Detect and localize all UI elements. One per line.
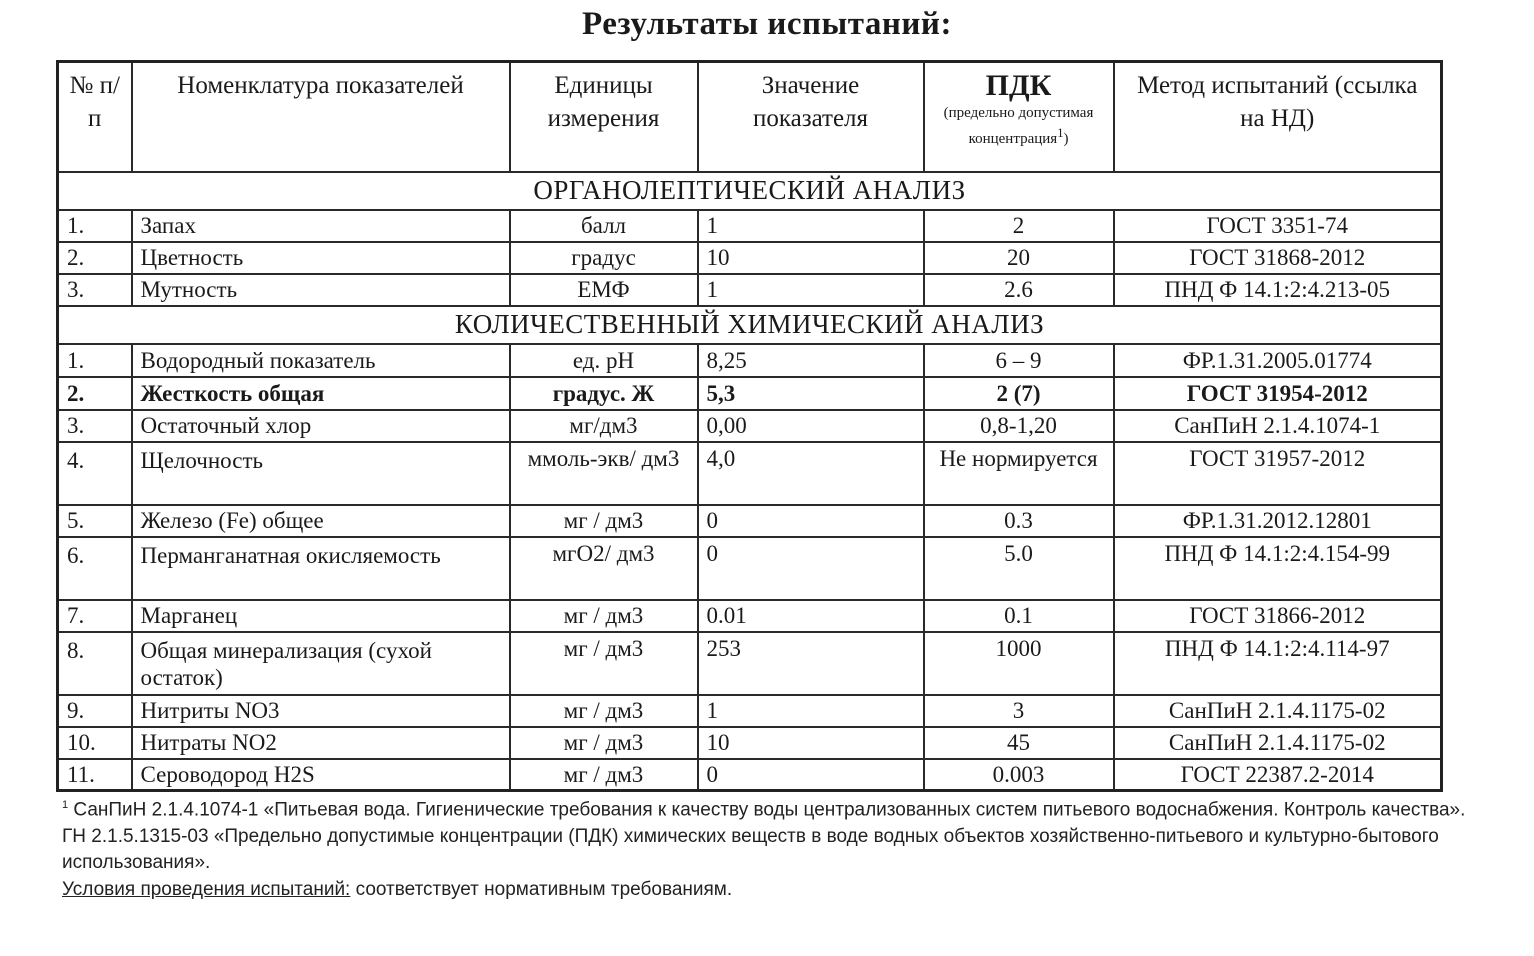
cell-unit: мгО2/ дм3 [510, 537, 698, 600]
cell-unit: мг / дм3 [510, 759, 698, 791]
cell-method: СанПиН 2.1.4.1074-1 [1114, 410, 1442, 442]
cell-method: СанПиН 2.1.4.1175-02 [1114, 727, 1442, 759]
cell-name: Сероводород H2S [132, 759, 510, 791]
section-row [58, 172, 1442, 210]
table-header [58, 62, 1442, 172]
cell-name: Перманганатная окисляемость [132, 537, 510, 600]
table-row [58, 759, 1442, 791]
table-row [58, 537, 1442, 600]
cell-pdk: 0.3 [924, 505, 1114, 537]
cell-method: ГОСТ 22387.2-2014 [1114, 759, 1442, 791]
cell-pdk: 6 – 9 [924, 344, 1114, 377]
cell-name: Цветность [132, 242, 510, 274]
cell-name: Водородный показатель [132, 344, 510, 377]
cell-num: 4. [58, 442, 132, 505]
footnote-gn: ГН 2.1.5.1315-03 «Предельно допустимые концентрации (ПДК) химических веществ в воде водных объектов хозяйственно-питьевого и культурно-бытового использования». [62, 825, 1439, 874]
section-title: КОЛИЧЕСТВЕННЫЙ ХИМИЧЕСКИЙ АНАЛИЗ [58, 306, 1442, 344]
cell-unit: градус [510, 242, 698, 274]
cell-unit: мг / дм3 [510, 727, 698, 759]
section-row [58, 306, 1442, 344]
cell-method: ГОСТ 31866-2012 [1114, 600, 1442, 632]
footnote-sanpin: $^1$ СанПиН 2.1.4.1074-1 «Питьевая вода. Гигиенические требования к качеству воды централизованных систем питьевого водоснабжения. Контроль качества». [62, 799, 1466, 821]
table-row [58, 242, 1442, 274]
cell-value: 253 [698, 632, 924, 695]
cell-num: 5. [58, 505, 132, 537]
cell-name: Запах [132, 210, 510, 242]
table-row [58, 410, 1442, 442]
cell-value: 1 [698, 695, 924, 727]
header-value: Значение показателя [698, 62, 924, 172]
cell-method: СанПиН 2.1.4.1175-02 [1114, 695, 1442, 727]
cell-value: 10 [698, 242, 924, 274]
cell-value: 0,00 [698, 410, 924, 442]
cell-value: 8,25 [698, 344, 924, 377]
cell-name: Нитриты NO3 [132, 695, 510, 727]
cell-method: ФР.1.31.2012.12801 [1114, 505, 1442, 537]
cell-name: Нитраты NO2 [132, 727, 510, 759]
page-title: Результаты испытаний: [582, 6, 952, 42]
cell-value: 5,3 [698, 377, 924, 410]
cell-name: Остаточный хлор [132, 410, 510, 442]
table-row [58, 632, 1442, 695]
cell-value: 0 [698, 505, 924, 537]
cell-unit: мг / дм3 [510, 632, 698, 695]
cell-pdk: 2 [924, 210, 1114, 242]
cell-pdk: 5.0 [924, 537, 1114, 600]
cell-pdk: 3 [924, 695, 1114, 727]
footnotes [62, 792, 1472, 903]
header-pdk-title: ПДК [985, 69, 1052, 102]
results-table [56, 60, 1443, 792]
cell-name: Железо (Fe) общее [132, 505, 510, 537]
test-conditions-label: Условия проведения испытаний: [62, 878, 351, 900]
cell-num: 8. [58, 632, 132, 695]
cell-unit: градус. Ж [510, 377, 698, 410]
table-row [58, 600, 1442, 632]
table-row [58, 344, 1442, 377]
cell-pdk: 2.6 [924, 274, 1114, 306]
header-name: Номенклатура показателей [132, 62, 510, 172]
cell-method: ФР.1.31.2005.01774 [1114, 344, 1442, 377]
cell-name: Марганец [132, 600, 510, 632]
header-pdk [924, 62, 1114, 172]
cell-unit: ммоль-экв/ дм3 [510, 442, 698, 505]
cell-method: ПНД Ф 14.1:2:4.154-99 [1114, 537, 1442, 600]
test-conditions-text: соответствует нормативным требованиям. [355, 878, 733, 900]
cell-num: 10. [58, 727, 132, 759]
cell-method: ГОСТ 31954-2012 [1114, 377, 1442, 410]
table-row [58, 695, 1442, 727]
cell-unit: мг / дм3 [510, 695, 698, 727]
cell-value: 1 [698, 210, 924, 242]
table-row [58, 377, 1442, 410]
table-row [58, 274, 1442, 306]
header-pdk-note: (предельно допустимая концентрация$^1$) [943, 105, 1094, 147]
table-row [58, 442, 1442, 505]
cell-pdk: 0.003 [924, 759, 1114, 791]
table-row [58, 727, 1442, 759]
section-title: ОРГАНОЛЕПТИЧЕСКИЙ АНАЛИЗ [58, 172, 1442, 210]
table-body [58, 172, 1442, 791]
cell-name: Щелочность [132, 442, 510, 505]
cell-name: Жесткость общая [132, 377, 510, 410]
cell-method: ГОСТ 31868-2012 [1114, 242, 1442, 274]
table-row [58, 505, 1442, 537]
cell-unit: мг / дм3 [510, 600, 698, 632]
cell-value: 1 [698, 274, 924, 306]
cell-num: 11. [58, 759, 132, 791]
cell-unit: мг / дм3 [510, 505, 698, 537]
cell-value: 4,0 [698, 442, 924, 505]
cell-num: 7. [58, 600, 132, 632]
cell-name: Общая минерализация (сухой остаток) [132, 632, 510, 695]
cell-num: 3. [58, 410, 132, 442]
cell-unit: мг/дм3 [510, 410, 698, 442]
cell-num: 9. [58, 695, 132, 727]
cell-value: 0 [698, 537, 924, 600]
cell-pdk: Не нормируется [924, 442, 1114, 505]
cell-name: Мутность [132, 274, 510, 306]
header-method: Метод испытаний (ссылка на НД) [1114, 62, 1442, 172]
cell-value: 10 [698, 727, 924, 759]
cell-method: ГОСТ 3351-74 [1114, 210, 1442, 242]
header-num: № п/п [58, 62, 132, 172]
test-conditions [62, 877, 1472, 904]
cell-num: 2. [58, 242, 132, 274]
cell-num: 2. [58, 377, 132, 410]
cell-pdk: 20 [924, 242, 1114, 274]
table-row [58, 210, 1442, 242]
cell-pdk: 1000 [924, 632, 1114, 695]
cell-unit: балл [510, 210, 698, 242]
cell-unit: ед. рН [510, 344, 698, 377]
cell-value: 0.01 [698, 600, 924, 632]
cell-num: 1. [58, 210, 132, 242]
cell-method: ГОСТ 31957-2012 [1114, 442, 1442, 505]
cell-method: ПНД Ф 14.1:2:4.114-97 [1114, 632, 1442, 695]
cell-num: 6. [58, 537, 132, 600]
cell-value: 0 [698, 759, 924, 791]
header-unit: Единицы измерения [510, 62, 698, 172]
cell-pdk: 45 [924, 727, 1114, 759]
cell-method: ПНД Ф 14.1:2:4.213-05 [1114, 274, 1442, 306]
cell-pdk: 2 (7) [924, 377, 1114, 410]
cell-num: 1. [58, 344, 132, 377]
cell-pdk: 0.1 [924, 600, 1114, 632]
cell-unit: ЕМФ [510, 274, 698, 306]
cell-num: 3. [58, 274, 132, 306]
cell-pdk: 0,8-1,20 [924, 410, 1114, 442]
